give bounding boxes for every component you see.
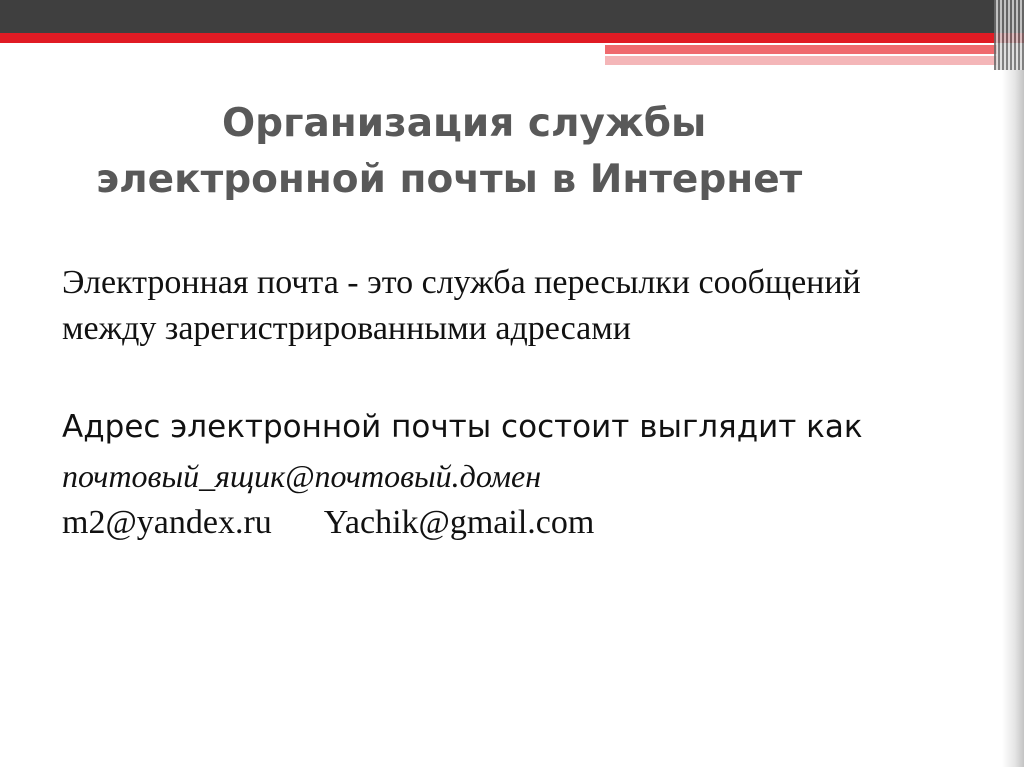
page-edge-shadow [1002, 70, 1024, 767]
slide-title-line-1: Организация службы [222, 101, 707, 146]
header-red-bar [0, 33, 1024, 43]
header-pink-accent-bar [605, 56, 997, 65]
email-example-gmail: Yachik@gmail.com [323, 504, 595, 541]
email-examples [62, 500, 594, 546]
header-dark-bar [0, 0, 1024, 33]
address-template: почтовый_ящик@почтовый.домен [62, 458, 542, 494]
header-red-accent-bar [605, 45, 997, 54]
slide-title-line-2: электронной почты в Интернет [96, 157, 803, 202]
slide-title [60, 96, 980, 208]
email-example-yandex: m2@yandex.ru [62, 504, 272, 541]
definition-paragraph: Электронная почта - это служба пересылки сообщений между зарегистрированными адресами [62, 264, 861, 347]
header-stripe-decoration [994, 0, 1024, 70]
address-format-paragraph: Адрес электронной почты состоит выглядит как [62, 409, 863, 445]
